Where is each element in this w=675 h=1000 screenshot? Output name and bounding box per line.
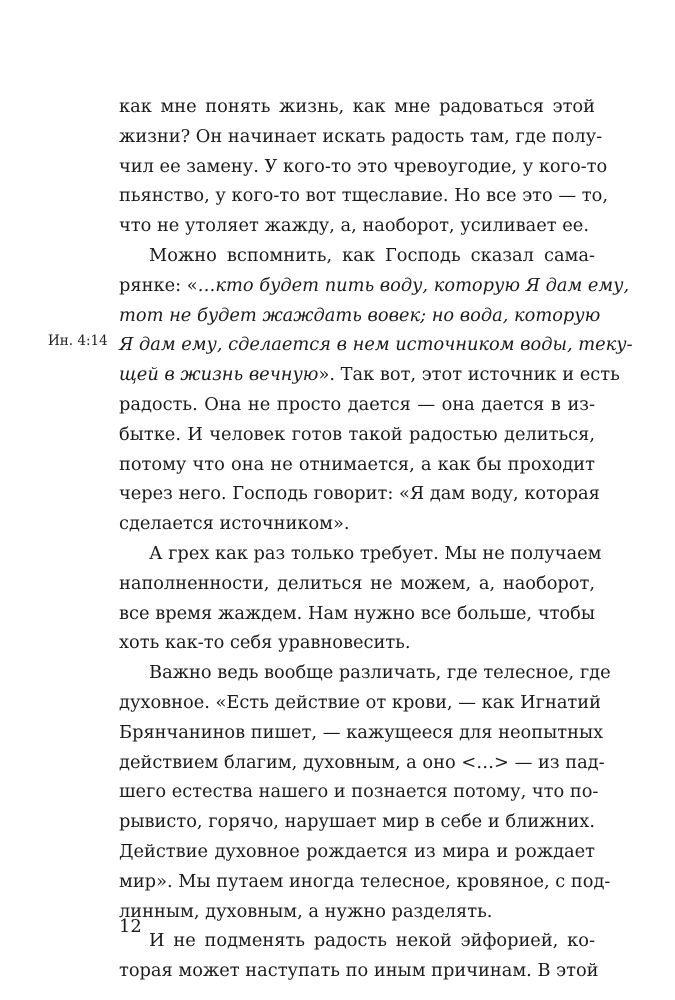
text-line — [119, 748, 605, 778]
text-span: радость. Она не просто дается — она дается в из- — [119, 393, 595, 415]
text-line — [119, 211, 595, 241]
body-text — [119, 92, 633, 986]
text-line — [119, 658, 611, 688]
text-span: хоть как-то себя уравновесить. — [119, 632, 411, 654]
text-line — [119, 777, 599, 807]
text-span: пьянство, у кого-то вот тщеславие. Но все это — то, — [119, 185, 609, 207]
text-span: наполненности, делиться не можем, а, наоборот, — [119, 572, 595, 594]
text-span: линным, духовным, а нужно разделять. — [119, 900, 493, 922]
text-span: жизни? Он начинает искать радость там, где полу- — [119, 125, 603, 147]
text-span: торая может наступать по иным причинам. В этой — [119, 960, 599, 982]
text-line — [119, 241, 595, 271]
text-line — [119, 867, 611, 897]
text-line — [119, 122, 603, 152]
text-span: бытке. И человек готов такой радостью делиться, — [119, 423, 595, 445]
text-span: сделается источником». — [119, 513, 350, 535]
text-line — [119, 599, 595, 629]
text-line — [119, 181, 609, 211]
text-line — [119, 956, 599, 986]
text-span: рянке: « — [119, 274, 198, 296]
text-span: мир». Мы путаем иногда телесное, кровяное, с под- — [119, 870, 611, 892]
italic-quote-span: Я дам ему, сделается в нем источником воды, теку- — [119, 334, 633, 356]
italic-quote-span: щей в жизнь вечную — [119, 364, 319, 386]
text-span: Можно вспомнить, как Господь сказал сама- — [149, 244, 595, 266]
text-line — [119, 837, 595, 867]
text-span: как мне понять жизнь, как мне радоваться этой — [119, 96, 595, 117]
text-span: рывисто, горячо, нарушает мир в себе и ближних. — [119, 811, 595, 833]
text-span: чил ее замену. У кого-то это чревоугодие, у кого-то — [119, 155, 608, 177]
margin-reference: Ин. 4:14 — [48, 333, 108, 349]
text-span: И не подменять радость некой эйфорией, ко- — [149, 930, 595, 952]
text-line — [119, 271, 630, 301]
text-line — [119, 569, 595, 599]
text-line — [119, 390, 595, 420]
text-line — [119, 926, 595, 956]
text-line — [119, 807, 595, 837]
text-span: Действие духовное рождается из мира и рождает — [119, 840, 595, 862]
text-line — [119, 152, 608, 182]
text-span: Важно ведь вообще различать, где телесное, где — [149, 662, 611, 684]
text-line — [119, 628, 595, 658]
text-line — [119, 479, 600, 509]
italic-quote-span: …кто будет пить воду, которую Я дам ему, — [197, 274, 630, 296]
text-span: через него. Господь говорит: «Я дам воду, которая — [119, 483, 600, 505]
text-span: ». Так вот, этот источник и есть — [318, 364, 620, 386]
text-span: действием благим, духовным, а оно <…> — из пад- — [119, 751, 605, 773]
text-line — [119, 301, 601, 331]
text-span: что не утоляет жажду, а, наоборот, усиливает ее. — [119, 215, 589, 237]
text-line — [119, 360, 620, 390]
text-line — [119, 420, 595, 450]
text-line — [119, 450, 595, 480]
text-span: А грех как раз только требует. Мы не получаем — [149, 542, 602, 564]
text-line — [119, 539, 602, 569]
text-line — [119, 718, 604, 748]
text-line — [119, 330, 633, 360]
text-span: шего естества нашего и познается потому, что по- — [119, 781, 599, 803]
text-line — [119, 897, 595, 927]
text-line — [119, 92, 595, 122]
text-span: духовное. «Есть действие от крови, — как Игнатий — [119, 691, 601, 713]
text-span: Брянчанинов пишет, — кажущееся для неопытных — [119, 721, 604, 743]
text-line — [119, 509, 595, 539]
text-span: потому что она не отнимается, а как бы проходит — [119, 453, 595, 475]
italic-quote-span: тот не будет жаждать вовек; но вода, которую — [119, 304, 601, 326]
text-span: все время жаждем. Нам нужно все больше, чтобы — [119, 602, 595, 624]
text-line — [119, 688, 601, 718]
page-number: 12 — [119, 916, 142, 937]
